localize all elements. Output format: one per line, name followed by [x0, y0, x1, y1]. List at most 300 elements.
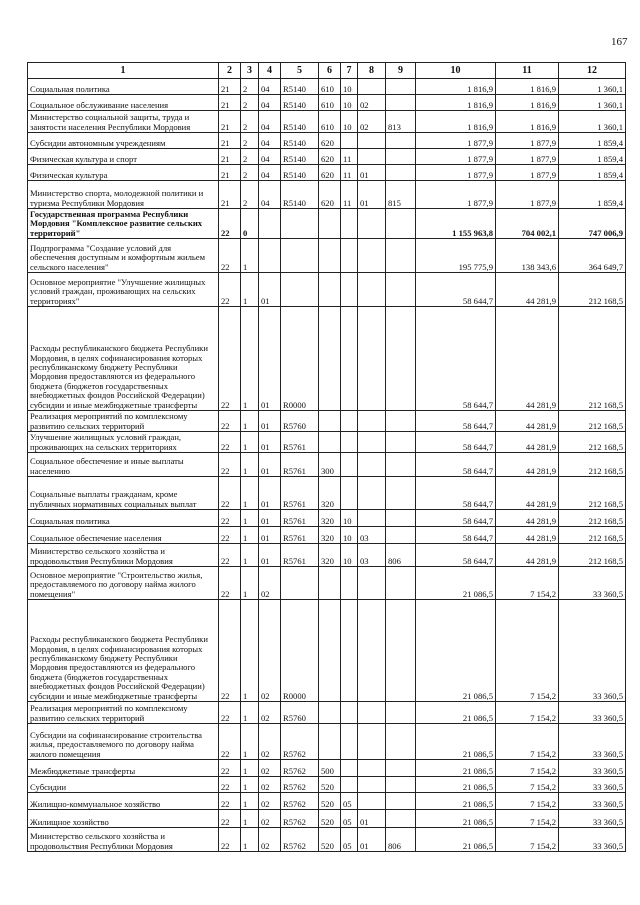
amount-cell: 44 281,9 [496, 453, 559, 477]
code-cell: 22 [219, 510, 241, 527]
amount-cell: 58 644,7 [416, 510, 496, 527]
amount-cell: 1 816,9 [496, 111, 559, 133]
code-cell: 520 [319, 777, 341, 793]
table-row [28, 149, 626, 165]
code-cell [358, 239, 386, 273]
code-cell [358, 149, 386, 165]
code-cell: 02 [259, 810, 281, 828]
code-cell [341, 453, 358, 477]
code-cell: R5761 [281, 527, 319, 544]
table-row [28, 307, 626, 411]
table-row [28, 165, 626, 181]
code-cell: 04 [259, 79, 281, 95]
code-cell [386, 477, 416, 510]
code-cell: 520 [319, 828, 341, 852]
code-cell [358, 702, 386, 724]
code-cell: 11 [341, 165, 358, 181]
amount-cell: 1 877,9 [416, 149, 496, 165]
code-cell [386, 760, 416, 777]
code-cell [259, 209, 281, 239]
code-cell: 04 [259, 111, 281, 133]
row-label: Жилищно-коммунальное хозяйство [28, 793, 219, 810]
amount-cell: 58 644,7 [416, 544, 496, 567]
code-cell: 05 [341, 828, 358, 852]
code-cell: 01 [259, 544, 281, 567]
amount-cell: 58 644,7 [416, 453, 496, 477]
code-cell: 1 [241, 453, 259, 477]
code-cell: 1 [241, 239, 259, 273]
code-cell: 22 [219, 544, 241, 567]
row-label: Социальное обеспечение и иные выплаты населению [28, 453, 219, 477]
table-row [28, 209, 626, 239]
code-cell: 02 [259, 777, 281, 793]
budget-table [27, 62, 626, 852]
code-cell: 01 [358, 181, 386, 209]
code-cell: 01 [259, 510, 281, 527]
code-cell [358, 411, 386, 432]
code-cell: 01 [259, 527, 281, 544]
code-cell [358, 510, 386, 527]
row-label: Жилищное хозяйство [28, 810, 219, 828]
table-row [28, 79, 626, 95]
code-cell [259, 239, 281, 273]
code-cell: 1 [241, 702, 259, 724]
code-cell [341, 209, 358, 239]
amount-cell: 7 154,2 [496, 793, 559, 810]
code-cell: 22 [219, 828, 241, 852]
code-cell [341, 777, 358, 793]
code-cell: 22 [219, 567, 241, 600]
row-label: Социальное обслуживание населения [28, 95, 219, 111]
code-cell [341, 724, 358, 760]
amount-cell: 7 154,2 [496, 760, 559, 777]
code-cell: R5762 [281, 810, 319, 828]
code-cell: 05 [341, 793, 358, 810]
code-cell [341, 600, 358, 702]
amount-cell: 1 360,1 [559, 95, 626, 111]
amount-cell: 58 644,7 [416, 307, 496, 411]
amount-cell: 33 360,5 [559, 828, 626, 852]
amount-cell: 21 086,5 [416, 760, 496, 777]
code-cell [386, 209, 416, 239]
row-label: Субсидии автономным учреждениям [28, 133, 219, 149]
code-cell: R5140 [281, 95, 319, 111]
row-label: Улучшение жилищных условий граждан, проживающих на сельских территориях [28, 432, 219, 453]
row-label: Субсидии [28, 777, 219, 793]
code-cell: 01 [259, 411, 281, 432]
code-cell [358, 307, 386, 411]
code-cell [319, 307, 341, 411]
code-cell: 10 [341, 544, 358, 567]
code-cell [319, 273, 341, 307]
code-cell [319, 567, 341, 600]
amount-cell: 364 649,7 [559, 239, 626, 273]
code-cell: 11 [341, 149, 358, 165]
table-row [28, 411, 626, 432]
table-row [28, 810, 626, 828]
code-cell: R5760 [281, 411, 319, 432]
code-cell [281, 239, 319, 273]
column-header: 8 [358, 63, 386, 79]
code-cell: 01 [259, 453, 281, 477]
code-cell [358, 453, 386, 477]
code-cell: 1 [241, 600, 259, 702]
code-cell: 10 [341, 111, 358, 133]
amount-cell: 21 086,5 [416, 600, 496, 702]
code-cell: R5140 [281, 133, 319, 149]
code-cell [341, 477, 358, 510]
code-cell: R5762 [281, 724, 319, 760]
table-row [28, 600, 626, 702]
code-cell: R5761 [281, 453, 319, 477]
amount-cell: 1 816,9 [416, 111, 496, 133]
code-cell [386, 567, 416, 600]
row-label: Реализация мероприятий по комплексному развитию сельских территорий [28, 702, 219, 724]
amount-cell: 58 644,7 [416, 477, 496, 510]
column-header: 12 [559, 63, 626, 79]
amount-cell: 21 086,5 [416, 828, 496, 852]
row-label: Социальное обеспечение населения [28, 527, 219, 544]
code-cell: 300 [319, 453, 341, 477]
code-cell: 320 [319, 477, 341, 510]
code-cell: R0000 [281, 600, 319, 702]
amount-cell: 44 281,9 [496, 477, 559, 510]
amount-cell: 21 086,5 [416, 777, 496, 793]
code-cell: 03 [358, 527, 386, 544]
code-cell [281, 209, 319, 239]
row-label: Субсидии на софинансирование строительства жилья, предоставляемого по договору найма жилого помещения [28, 724, 219, 760]
code-cell: 610 [319, 95, 341, 111]
code-cell: 1 [241, 777, 259, 793]
code-cell [281, 273, 319, 307]
code-cell: 02 [259, 793, 281, 810]
amount-cell: 212 168,5 [559, 477, 626, 510]
table-row [28, 567, 626, 600]
code-cell: R5762 [281, 828, 319, 852]
code-cell [358, 567, 386, 600]
code-cell: 1 [241, 828, 259, 852]
code-cell: 1 [241, 432, 259, 453]
amount-cell: 44 281,9 [496, 527, 559, 544]
amount-cell: 212 168,5 [559, 453, 626, 477]
code-cell [341, 273, 358, 307]
code-cell [358, 477, 386, 510]
code-cell: R5761 [281, 477, 319, 510]
amount-cell: 58 644,7 [416, 273, 496, 307]
table-row [28, 777, 626, 793]
code-cell: R5140 [281, 181, 319, 209]
table-row [28, 453, 626, 477]
amount-cell: 21 086,5 [416, 793, 496, 810]
code-cell [386, 133, 416, 149]
table-row [28, 544, 626, 567]
row-label: Министерство сельского хозяйства и продовольствия Республики Мордовия [28, 544, 219, 567]
table-row [28, 527, 626, 544]
table-row [28, 702, 626, 724]
amount-cell: 44 281,9 [496, 411, 559, 432]
amount-cell: 1 816,9 [496, 95, 559, 111]
code-cell: 815 [386, 181, 416, 209]
code-cell: 2 [241, 133, 259, 149]
code-cell: R5761 [281, 432, 319, 453]
row-label: Реализация мероприятий по комплексному развитию сельских территорий [28, 411, 219, 432]
code-cell: R5760 [281, 702, 319, 724]
code-cell: 22 [219, 432, 241, 453]
code-cell: 22 [219, 209, 241, 239]
table-row [28, 239, 626, 273]
amount-cell: 212 168,5 [559, 307, 626, 411]
code-cell [386, 411, 416, 432]
code-cell: 1 [241, 527, 259, 544]
code-cell: 04 [259, 165, 281, 181]
code-cell: 1 [241, 273, 259, 307]
code-cell: 03 [358, 544, 386, 567]
row-label: Расходы республиканского бюджета Республики Мордовия, в целях софинансирования которых республиканскому бюджету Республики Мордовия предоставляются из федерального бюджета (бюджетов государственных внебюджетных фондов Российской Федерации) субсидии и иные межбюджетные трансферты [28, 600, 219, 702]
row-label: Социальная политика [28, 510, 219, 527]
code-cell: 1 [241, 567, 259, 600]
code-cell [386, 777, 416, 793]
row-label: Социальная политика [28, 79, 219, 95]
code-cell [358, 600, 386, 702]
amount-cell: 212 168,5 [559, 411, 626, 432]
code-cell: 610 [319, 79, 341, 95]
code-cell: R5761 [281, 510, 319, 527]
code-cell [386, 273, 416, 307]
row-label: Министерство социальной защиты, труда и занятости населения Республики Мордовия [28, 111, 219, 133]
code-cell: 22 [219, 411, 241, 432]
code-cell: 02 [259, 600, 281, 702]
code-cell: 01 [358, 810, 386, 828]
amount-cell: 1 155 963,8 [416, 209, 496, 239]
amount-cell: 44 281,9 [496, 510, 559, 527]
code-cell: 806 [386, 828, 416, 852]
code-cell [341, 702, 358, 724]
amount-cell: 33 360,5 [559, 567, 626, 600]
code-cell: 21 [219, 79, 241, 95]
code-cell: 02 [259, 828, 281, 852]
code-cell: 500 [319, 760, 341, 777]
row-label: Основное мероприятие "Строительство жилья, предоставляемого по договору найма жилого помещения" [28, 567, 219, 600]
amount-cell: 1 877,9 [496, 165, 559, 181]
amount-cell: 7 154,2 [496, 702, 559, 724]
amount-cell: 44 281,9 [496, 273, 559, 307]
code-cell: 02 [358, 111, 386, 133]
amount-cell: 58 644,7 [416, 527, 496, 544]
code-cell: 22 [219, 307, 241, 411]
amount-cell: 1 877,9 [416, 133, 496, 149]
code-cell [319, 724, 341, 760]
amount-cell: 58 644,7 [416, 411, 496, 432]
code-cell: 22 [219, 239, 241, 273]
code-cell [386, 527, 416, 544]
code-cell: 1 [241, 724, 259, 760]
code-cell: 620 [319, 149, 341, 165]
amount-cell: 21 086,5 [416, 567, 496, 600]
row-label: Межбюджетные трансферты [28, 760, 219, 777]
amount-cell: 1 360,1 [559, 111, 626, 133]
code-cell: R5762 [281, 760, 319, 777]
code-cell [386, 149, 416, 165]
code-cell: 1 [241, 477, 259, 510]
amount-cell: 21 086,5 [416, 702, 496, 724]
amount-cell: 33 360,5 [559, 600, 626, 702]
code-cell: 02 [259, 760, 281, 777]
row-label: Расходы республиканского бюджета Республики Мордовия, в целях софинансирования которых республиканскому бюджету Республики Мордовия предоставляются из федерального бюджета (бюджетов государственных внебюджетных фондов Российской Федерации) субсидии и иные межбюджетные трансферты [28, 307, 219, 411]
code-cell: 620 [319, 165, 341, 181]
amount-cell: 1 859,4 [559, 149, 626, 165]
code-cell [341, 133, 358, 149]
code-cell [319, 600, 341, 702]
code-cell: 10 [341, 79, 358, 95]
code-cell: 01 [259, 477, 281, 510]
code-cell: R5762 [281, 777, 319, 793]
amount-cell: 704 002,1 [496, 209, 559, 239]
code-cell: R5761 [281, 544, 319, 567]
code-cell: R5140 [281, 165, 319, 181]
table-row [28, 477, 626, 510]
row-label: Подпрограмма "Создание условий для обеспечения доступным и комфортным жильем сельского населения" [28, 239, 219, 273]
amount-cell: 1 877,9 [496, 149, 559, 165]
amount-cell: 33 360,5 [559, 760, 626, 777]
code-cell: 01 [358, 165, 386, 181]
code-cell [341, 239, 358, 273]
code-cell: 620 [319, 133, 341, 149]
code-cell: 10 [341, 510, 358, 527]
amount-cell: 44 281,9 [496, 307, 559, 411]
code-cell: 1 [241, 760, 259, 777]
code-cell: 02 [259, 702, 281, 724]
table-row [28, 828, 626, 852]
amount-cell: 7 154,2 [496, 567, 559, 600]
column-header: 6 [319, 63, 341, 79]
amount-cell: 7 154,2 [496, 777, 559, 793]
code-cell: 22 [219, 477, 241, 510]
code-cell: 21 [219, 95, 241, 111]
code-cell: 2 [241, 95, 259, 111]
code-cell [386, 510, 416, 527]
code-cell: 02 [259, 567, 281, 600]
amount-cell: 212 168,5 [559, 510, 626, 527]
amount-cell: 33 360,5 [559, 724, 626, 760]
code-cell: 01 [358, 828, 386, 852]
code-cell [386, 79, 416, 95]
row-label: Социальные выплаты гражданам, кроме публичных нормативных социальных выплат [28, 477, 219, 510]
table-row [28, 724, 626, 760]
row-label: Министерство спорта, молодежной политики и туризма Республики Мордовия [28, 181, 219, 209]
column-header: 10 [416, 63, 496, 79]
amount-cell: 138 343,6 [496, 239, 559, 273]
code-cell [319, 411, 341, 432]
amount-cell: 1 816,9 [416, 79, 496, 95]
amount-cell: 1 877,9 [416, 165, 496, 181]
code-cell: 22 [219, 702, 241, 724]
amount-cell: 7 154,2 [496, 600, 559, 702]
amount-cell: 212 168,5 [559, 273, 626, 307]
code-cell [358, 760, 386, 777]
code-cell: R5762 [281, 793, 319, 810]
code-cell [281, 567, 319, 600]
code-cell: 2 [241, 79, 259, 95]
code-cell: 22 [219, 810, 241, 828]
code-cell: 22 [219, 600, 241, 702]
amount-cell: 1 859,4 [559, 133, 626, 149]
code-cell [319, 239, 341, 273]
amount-cell: 21 086,5 [416, 724, 496, 760]
code-cell: 320 [319, 510, 341, 527]
amount-cell: 212 168,5 [559, 544, 626, 567]
code-cell: 806 [386, 544, 416, 567]
column-header: 3 [241, 63, 259, 79]
amount-cell: 1 877,9 [496, 133, 559, 149]
column-header: 11 [496, 63, 559, 79]
amount-cell: 212 168,5 [559, 432, 626, 453]
amount-cell: 1 360,1 [559, 79, 626, 95]
code-cell: 04 [259, 133, 281, 149]
table-row [28, 273, 626, 307]
code-cell [386, 810, 416, 828]
code-cell: 1 [241, 810, 259, 828]
code-cell: 21 [219, 111, 241, 133]
code-cell: 2 [241, 149, 259, 165]
code-cell: 22 [219, 777, 241, 793]
code-cell [341, 411, 358, 432]
code-cell [386, 95, 416, 111]
code-cell: 02 [259, 724, 281, 760]
column-header: 5 [281, 63, 319, 79]
code-cell: R5140 [281, 79, 319, 95]
code-cell [358, 209, 386, 239]
code-cell: 22 [219, 453, 241, 477]
amount-cell: 33 360,5 [559, 777, 626, 793]
code-cell: 610 [319, 111, 341, 133]
table-row [28, 432, 626, 453]
code-cell: 520 [319, 793, 341, 810]
amount-cell: 33 360,5 [559, 793, 626, 810]
code-cell: 22 [219, 527, 241, 544]
column-header: 9 [386, 63, 416, 79]
code-cell: 1 [241, 544, 259, 567]
row-label: Основное мероприятие "Улучшение жилищных условий граждан, проживающих на сельских территориях" [28, 273, 219, 307]
code-cell [319, 432, 341, 453]
code-cell [386, 165, 416, 181]
code-cell: 01 [259, 432, 281, 453]
code-cell [386, 724, 416, 760]
row-label: Физическая культура и спорт [28, 149, 219, 165]
code-cell: 1 [241, 307, 259, 411]
amount-cell: 7 154,2 [496, 810, 559, 828]
table-row [28, 133, 626, 149]
table-row [28, 510, 626, 527]
code-cell [386, 793, 416, 810]
code-cell: 22 [219, 273, 241, 307]
code-cell: 10 [341, 527, 358, 544]
code-cell [341, 760, 358, 777]
code-cell: 01 [259, 273, 281, 307]
code-cell: 21 [219, 181, 241, 209]
code-cell: R5140 [281, 149, 319, 165]
code-cell: 620 [319, 181, 341, 209]
page-number: 167 [611, 36, 628, 48]
table-header-row [28, 63, 626, 79]
amount-cell: 44 281,9 [496, 432, 559, 453]
code-cell [386, 307, 416, 411]
amount-cell: 1 859,4 [559, 181, 626, 209]
code-cell [386, 600, 416, 702]
amount-cell: 7 154,2 [496, 828, 559, 852]
code-cell: 10 [341, 95, 358, 111]
code-cell [358, 724, 386, 760]
code-cell [358, 793, 386, 810]
